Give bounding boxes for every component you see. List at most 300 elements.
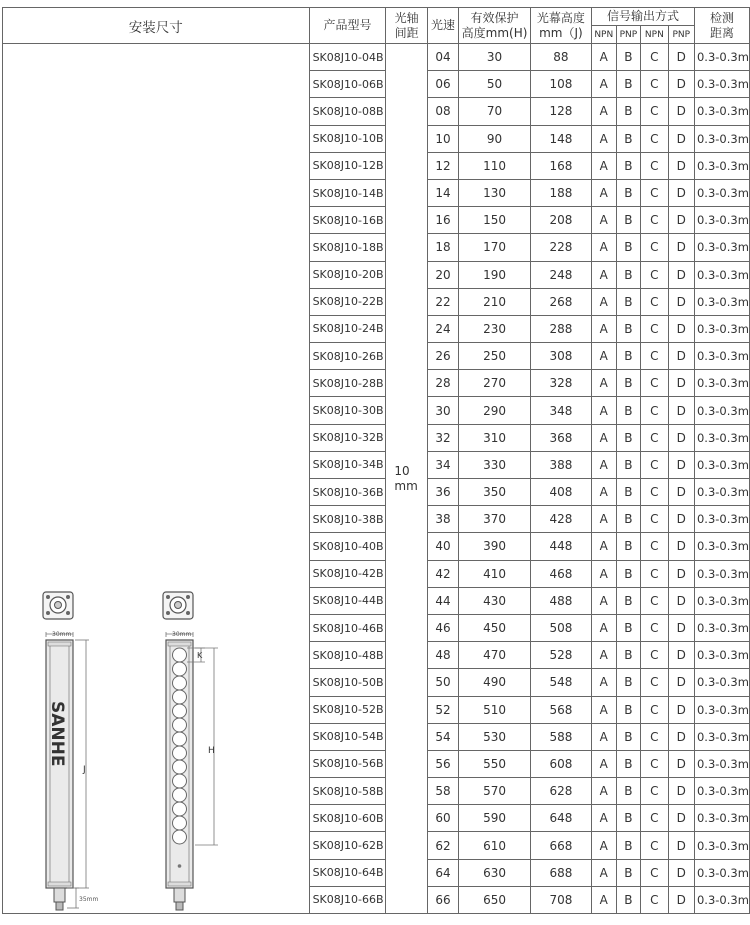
- distance-cell: 0.3-0.3m: [694, 696, 749, 723]
- output-c-cell: C: [641, 125, 668, 152]
- output-b-cell: B: [616, 778, 641, 805]
- output-d-cell: D: [668, 479, 694, 506]
- beams-header: 光速: [427, 8, 459, 44]
- output-c-cell: C: [641, 587, 668, 614]
- curtain-height-cell: 548: [530, 669, 591, 696]
- output-c-cell: C: [641, 71, 668, 98]
- output-a-cell: A: [591, 234, 616, 261]
- protect-height-cell: 110: [459, 152, 531, 179]
- output-d-cell: D: [668, 234, 694, 261]
- beams-cell: 20: [427, 261, 459, 288]
- curtain-height-cell: 668: [530, 832, 591, 859]
- distance-cell: 0.3-0.3m: [694, 397, 749, 424]
- output-b-cell: B: [616, 669, 641, 696]
- output-a-cell: A: [591, 750, 616, 777]
- model-cell: SK08J10-50B: [309, 669, 386, 696]
- protect-height-cell: 330: [459, 451, 531, 478]
- output-b-cell: B: [616, 71, 641, 98]
- beams-cell: 46: [427, 614, 459, 641]
- model-cell: SK08J10-28B: [309, 370, 386, 397]
- beams-cell: 30: [427, 397, 459, 424]
- output-d-cell: D: [668, 451, 694, 478]
- output-d-cell: D: [668, 778, 694, 805]
- model-cell: SK08J10-54B: [309, 723, 386, 750]
- output-a-cell: A: [591, 859, 616, 886]
- model-cell: SK08J10-44B: [309, 587, 386, 614]
- protect-height-cell: 170: [459, 234, 531, 261]
- left-width-label: 30mm: [52, 631, 72, 638]
- curtain-height-cell: 188: [530, 179, 591, 206]
- protect-height-cell: 390: [459, 533, 531, 560]
- model-cell: SK08J10-30B: [309, 397, 386, 424]
- distance-cell: 0.3-0.3m: [694, 207, 749, 234]
- beams-cell: 26: [427, 343, 459, 370]
- bottom-dim-label: 35mm: [79, 896, 99, 903]
- output-a-cell: A: [591, 288, 616, 315]
- output-pnp-d: PNP: [668, 26, 694, 44]
- dim-k-label: K: [197, 651, 203, 660]
- output-a-cell: A: [591, 370, 616, 397]
- model-cell: SK08J10-64B: [309, 859, 386, 886]
- curtain-height-cell: 368: [530, 424, 591, 451]
- output-b-cell: B: [616, 832, 641, 859]
- output-c-cell: C: [641, 832, 668, 859]
- curtain-height-line2: mm（J): [539, 25, 583, 40]
- curtain-height-cell: 488: [530, 587, 591, 614]
- output-d-cell: D: [668, 288, 694, 315]
- beams-cell: 62: [427, 832, 459, 859]
- beams-cell: 32: [427, 424, 459, 451]
- spec-table: [2, 7, 750, 914]
- beams-cell: 52: [427, 696, 459, 723]
- output-c-cell: C: [641, 44, 668, 71]
- protect-height-cell: 270: [459, 370, 531, 397]
- protect-height-cell: 70: [459, 98, 531, 125]
- output-d-cell: D: [668, 533, 694, 560]
- curtain-height-cell: 388: [530, 451, 591, 478]
- model-cell: SK08J10-52B: [309, 696, 386, 723]
- curtain-height-cell: 608: [530, 750, 591, 777]
- protect-height-cell: 50: [459, 71, 531, 98]
- model-cell: SK08J10-10B: [309, 125, 386, 152]
- beams-cell: 22: [427, 288, 459, 315]
- output-c-cell: C: [641, 424, 668, 451]
- output-b-cell: B: [616, 397, 641, 424]
- model-cell: SK08J10-42B: [309, 560, 386, 587]
- detect-distance-line1: 检测: [709, 10, 734, 25]
- model-cell: SK08J10-46B: [309, 614, 386, 641]
- output-c-cell: C: [641, 370, 668, 397]
- output-c-cell: C: [641, 179, 668, 206]
- model-cell: SK08J10-56B: [309, 750, 386, 777]
- distance-cell: 0.3-0.3m: [694, 859, 749, 886]
- model-cell: SK08J10-40B: [309, 533, 386, 560]
- output-b-cell: B: [616, 642, 641, 669]
- output-b-cell: B: [616, 533, 641, 560]
- beams-cell: 58: [427, 778, 459, 805]
- protect-height-cell: 90: [459, 125, 531, 152]
- output-b-cell: B: [616, 98, 641, 125]
- detect-distance-header: [694, 8, 749, 44]
- output-d-cell: D: [668, 179, 694, 206]
- output-d-cell: D: [668, 614, 694, 641]
- model-cell: SK08J10-20B: [309, 261, 386, 288]
- output-c-cell: C: [641, 859, 668, 886]
- output-d-cell: D: [668, 886, 694, 913]
- output-a-cell: A: [591, 152, 616, 179]
- model-cell: SK08J10-18B: [309, 234, 386, 261]
- axis-pitch-header: [386, 8, 427, 44]
- output-d-cell: D: [668, 587, 694, 614]
- output-b-cell: B: [616, 506, 641, 533]
- curtain-height-cell: 288: [530, 315, 591, 342]
- beams-cell: 28: [427, 370, 459, 397]
- output-a-cell: A: [591, 451, 616, 478]
- curtain-height-cell: 208: [530, 207, 591, 234]
- output-c-cell: C: [641, 533, 668, 560]
- output-a-cell: A: [591, 479, 616, 506]
- curtain-height-cell: 688: [530, 859, 591, 886]
- output-c-cell: C: [641, 886, 668, 913]
- curtain-height-cell: 108: [530, 71, 591, 98]
- brand-label: SANHE: [47, 701, 67, 767]
- output-b-cell: B: [616, 696, 641, 723]
- curtain-height-cell: 348: [530, 397, 591, 424]
- beams-cell: 40: [427, 533, 459, 560]
- beams-cell: 66: [427, 886, 459, 913]
- output-b-cell: B: [616, 614, 641, 641]
- output-c-cell: C: [641, 315, 668, 342]
- output-c-cell: C: [641, 805, 668, 832]
- install-dim-header: 安装尺寸: [3, 8, 310, 44]
- output-npn-c: NPN: [641, 26, 668, 44]
- protect-height-cell: 410: [459, 560, 531, 587]
- model-cell: SK08J10-08B: [309, 98, 386, 125]
- table-row: [3, 44, 750, 71]
- output-a-cell: A: [591, 886, 616, 913]
- distance-cell: 0.3-0.3m: [694, 533, 749, 560]
- output-b-cell: B: [616, 859, 641, 886]
- distance-cell: 0.3-0.3m: [694, 778, 749, 805]
- dim-j-label: J: [83, 765, 86, 775]
- model-cell: SK08J10-14B: [309, 179, 386, 206]
- beams-cell: 44: [427, 587, 459, 614]
- output-a-cell: A: [591, 669, 616, 696]
- beams-cell: 64: [427, 859, 459, 886]
- output-c-cell: C: [641, 506, 668, 533]
- pitch-unit: mm: [394, 478, 418, 493]
- model-cell: SK08J10-12B: [309, 152, 386, 179]
- distance-cell: 0.3-0.3m: [694, 642, 749, 669]
- output-a-cell: A: [591, 642, 616, 669]
- output-b-cell: B: [616, 424, 641, 451]
- distance-cell: 0.3-0.3m: [694, 669, 749, 696]
- model-cell: SK08J10-66B: [309, 886, 386, 913]
- model-cell: SK08J10-06B: [309, 71, 386, 98]
- output-c-cell: C: [641, 288, 668, 315]
- distance-cell: 0.3-0.3m: [694, 587, 749, 614]
- model-cell: SK08J10-62B: [309, 832, 386, 859]
- output-b-cell: B: [616, 125, 641, 152]
- output-c-cell: C: [641, 234, 668, 261]
- output-d-cell: D: [668, 261, 694, 288]
- output-d-cell: D: [668, 750, 694, 777]
- beams-cell: 18: [427, 234, 459, 261]
- output-a-cell: A: [591, 44, 616, 71]
- beams-cell: 04: [427, 44, 459, 71]
- curtain-height-cell: 448: [530, 533, 591, 560]
- distance-cell: 0.3-0.3m: [694, 723, 749, 750]
- output-c-cell: C: [641, 642, 668, 669]
- protect-height-cell: 290: [459, 397, 531, 424]
- distance-cell: 0.3-0.3m: [694, 370, 749, 397]
- output-b-cell: B: [616, 750, 641, 777]
- protect-height-cell: 210: [459, 288, 531, 315]
- output-a-cell: A: [591, 98, 616, 125]
- beams-cell: 16: [427, 207, 459, 234]
- output-a-cell: A: [591, 587, 616, 614]
- output-d-cell: D: [668, 560, 694, 587]
- output-d-cell: D: [668, 805, 694, 832]
- model-cell: SK08J10-26B: [309, 343, 386, 370]
- distance-cell: 0.3-0.3m: [694, 805, 749, 832]
- output-d-cell: D: [668, 44, 694, 71]
- output-d-cell: D: [668, 506, 694, 533]
- output-a-cell: A: [591, 261, 616, 288]
- output-d-cell: D: [668, 98, 694, 125]
- right-receiver-body: [166, 640, 193, 910]
- distance-cell: 0.3-0.3m: [694, 424, 749, 451]
- distance-cell: 0.3-0.3m: [694, 98, 749, 125]
- model-cell: SK08J10-60B: [309, 805, 386, 832]
- protect-height-cell: 310: [459, 424, 531, 451]
- protect-height-cell: 550: [459, 750, 531, 777]
- model-cell: SK08J10-24B: [309, 315, 386, 342]
- protect-height-cell: 150: [459, 207, 531, 234]
- output-a-cell: A: [591, 696, 616, 723]
- beams-cell: 54: [427, 723, 459, 750]
- output-d-cell: D: [668, 125, 694, 152]
- axis-pitch-line1: 光轴: [394, 10, 419, 25]
- output-b-cell: B: [616, 451, 641, 478]
- protect-height-cell: 430: [459, 587, 531, 614]
- beams-cell: 60: [427, 805, 459, 832]
- output-a-cell: A: [591, 343, 616, 370]
- output-b-cell: B: [616, 343, 641, 370]
- output-a-cell: A: [591, 723, 616, 750]
- model-cell: SK08J10-34B: [309, 451, 386, 478]
- output-npn-a: NPN: [591, 26, 616, 44]
- output-d-cell: D: [668, 832, 694, 859]
- curtain-height-cell: 508: [530, 614, 591, 641]
- output-a-cell: A: [591, 614, 616, 641]
- distance-cell: 0.3-0.3m: [694, 71, 749, 98]
- distance-cell: 0.3-0.3m: [694, 750, 749, 777]
- output-b-cell: B: [616, 44, 641, 71]
- output-b-cell: B: [616, 886, 641, 913]
- protect-height-cell: 570: [459, 778, 531, 805]
- output-d-cell: D: [668, 71, 694, 98]
- light-curtain-drawing: [3, 583, 303, 913]
- curtain-height-header: [530, 8, 591, 44]
- right-width-label: 30mm: [172, 631, 192, 638]
- output-d-cell: D: [668, 343, 694, 370]
- output-c-cell: C: [641, 696, 668, 723]
- output-a-cell: A: [591, 778, 616, 805]
- output-c-cell: C: [641, 207, 668, 234]
- output-a-cell: A: [591, 71, 616, 98]
- protect-height-cell: 450: [459, 614, 531, 641]
- protect-height-cell: 350: [459, 479, 531, 506]
- distance-cell: 0.3-0.3m: [694, 614, 749, 641]
- curtain-height-cell: 248: [530, 261, 591, 288]
- output-d-cell: D: [668, 669, 694, 696]
- protect-height-cell: 490: [459, 669, 531, 696]
- curtain-height-cell: 568: [530, 696, 591, 723]
- beams-cell: 14: [427, 179, 459, 206]
- protect-height-cell: 510: [459, 696, 531, 723]
- dim-h-label: H: [208, 746, 215, 756]
- pitch-value: 10: [394, 463, 410, 478]
- curtain-height-cell: 468: [530, 560, 591, 587]
- output-c-cell: C: [641, 479, 668, 506]
- output-c-cell: C: [641, 614, 668, 641]
- curtain-height-cell: 628: [530, 778, 591, 805]
- distance-cell: 0.3-0.3m: [694, 479, 749, 506]
- beams-cell: 06: [427, 71, 459, 98]
- output-b-cell: B: [616, 288, 641, 315]
- output-b-cell: B: [616, 560, 641, 587]
- output-b-cell: B: [616, 179, 641, 206]
- protect-height-cell: 470: [459, 642, 531, 669]
- beams-cell: 34: [427, 451, 459, 478]
- output-c-cell: C: [641, 778, 668, 805]
- output-a-cell: A: [591, 424, 616, 451]
- model-header: 产品型号: [309, 8, 386, 44]
- curtain-height-cell: 708: [530, 886, 591, 913]
- axis-pitch-cell: [386, 44, 427, 914]
- protect-height-line2: 高度mm(H): [461, 25, 528, 40]
- output-c-cell: C: [641, 451, 668, 478]
- left-cap-icon: [43, 592, 73, 619]
- beams-cell: 08: [427, 98, 459, 125]
- curtain-height-cell: 588: [530, 723, 591, 750]
- output-a-cell: A: [591, 125, 616, 152]
- protect-height-cell: 370: [459, 506, 531, 533]
- curtain-height-cell: 128: [530, 98, 591, 125]
- protect-height-cell: 590: [459, 805, 531, 832]
- distance-cell: 0.3-0.3m: [694, 152, 749, 179]
- protect-height-line1: 有效保护: [470, 10, 519, 25]
- output-c-cell: C: [641, 152, 668, 179]
- distance-cell: 0.3-0.3m: [694, 832, 749, 859]
- model-cell: SK08J10-38B: [309, 506, 386, 533]
- axis-pitch-line2: 间距: [394, 25, 419, 40]
- output-c-cell: C: [641, 397, 668, 424]
- left-emitter-body: [46, 640, 73, 910]
- output-a-cell: A: [591, 315, 616, 342]
- model-cell: SK08J10-36B: [309, 479, 386, 506]
- output-d-cell: D: [668, 424, 694, 451]
- output-d-cell: D: [668, 642, 694, 669]
- output-b-cell: B: [616, 152, 641, 179]
- output-d-cell: D: [668, 315, 694, 342]
- output-d-cell: D: [668, 207, 694, 234]
- output-a-cell: A: [591, 207, 616, 234]
- output-d-cell: D: [668, 397, 694, 424]
- protect-height-cell: 130: [459, 179, 531, 206]
- model-cell: SK08J10-04B: [309, 44, 386, 71]
- output-a-cell: A: [591, 506, 616, 533]
- distance-cell: 0.3-0.3m: [694, 44, 749, 71]
- output-c-cell: C: [641, 343, 668, 370]
- curtain-height-cell: 308: [530, 343, 591, 370]
- output-b-cell: B: [616, 234, 641, 261]
- output-a-cell: A: [591, 533, 616, 560]
- beams-cell: 56: [427, 750, 459, 777]
- distance-cell: 0.3-0.3m: [694, 288, 749, 315]
- curtain-height-cell: 648: [530, 805, 591, 832]
- output-d-cell: D: [668, 859, 694, 886]
- output-a-cell: A: [591, 397, 616, 424]
- beams-cell: 24: [427, 315, 459, 342]
- distance-cell: 0.3-0.3m: [694, 343, 749, 370]
- beams-cell: 38: [427, 506, 459, 533]
- curtain-height-cell: 268: [530, 288, 591, 315]
- curtain-height-cell: 148: [530, 125, 591, 152]
- protect-height-cell: 230: [459, 315, 531, 342]
- output-a-cell: A: [591, 832, 616, 859]
- output-c-cell: C: [641, 560, 668, 587]
- distance-cell: 0.3-0.3m: [694, 261, 749, 288]
- beams-cell: 42: [427, 560, 459, 587]
- beams-cell: 10: [427, 125, 459, 152]
- output-c-cell: C: [641, 750, 668, 777]
- distance-cell: 0.3-0.3m: [694, 886, 749, 913]
- output-a-cell: A: [591, 179, 616, 206]
- protect-height-cell: 190: [459, 261, 531, 288]
- output-pnp-b: PNP: [616, 26, 641, 44]
- output-c-cell: C: [641, 723, 668, 750]
- right-cap-icon: [163, 592, 193, 619]
- curtain-height-cell: 88: [530, 44, 591, 71]
- distance-cell: 0.3-0.3m: [694, 560, 749, 587]
- output-b-cell: B: [616, 261, 641, 288]
- curtain-height-cell: 168: [530, 152, 591, 179]
- output-b-cell: B: [616, 370, 641, 397]
- output-b-cell: B: [616, 479, 641, 506]
- protect-height-cell: 650: [459, 886, 531, 913]
- output-b-cell: B: [616, 723, 641, 750]
- protect-height-cell: 30: [459, 44, 531, 71]
- output-a-cell: A: [591, 805, 616, 832]
- model-cell: SK08J10-58B: [309, 778, 386, 805]
- output-b-cell: B: [616, 805, 641, 832]
- output-c-cell: C: [641, 98, 668, 125]
- curtain-height-cell: 428: [530, 506, 591, 533]
- beams-cell: 48: [427, 642, 459, 669]
- beams-cell: 36: [427, 479, 459, 506]
- protect-height-cell: 610: [459, 832, 531, 859]
- distance-cell: 0.3-0.3m: [694, 179, 749, 206]
- beams-cell: 50: [427, 669, 459, 696]
- protect-height-cell: 250: [459, 343, 531, 370]
- output-b-cell: B: [616, 207, 641, 234]
- curtain-height-cell: 408: [530, 479, 591, 506]
- signal-output-header: 信号输出方式: [591, 8, 694, 26]
- detect-distance-line2: 距离: [709, 25, 734, 40]
- protect-height-cell: 630: [459, 859, 531, 886]
